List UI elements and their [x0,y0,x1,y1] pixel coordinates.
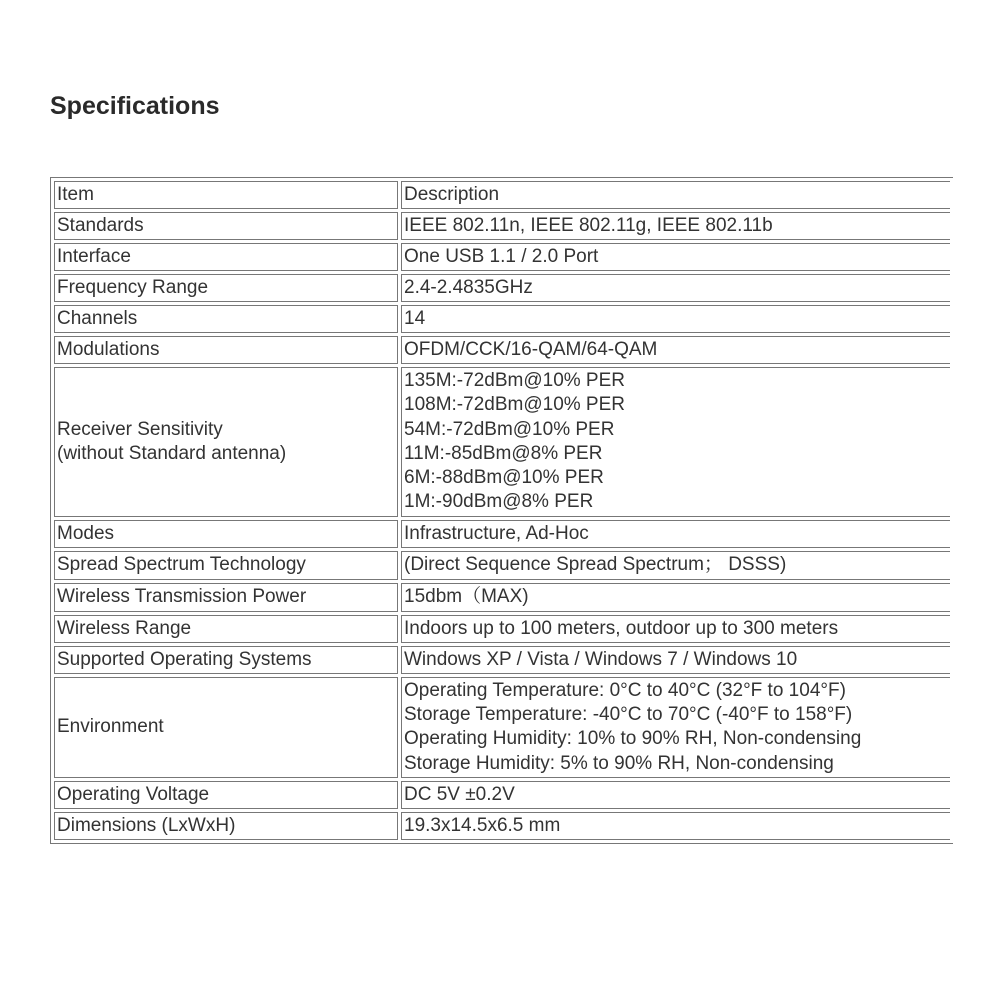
description-cell: (Direct Sequence Spread Spectrum； DSSS) [401,551,950,580]
description-cell: OFDM/CCK/16-QAM/64-QAM [401,336,950,364]
item-cell: Interface [54,243,398,271]
description-cell: 19.3x14.5x6.5 mm [401,812,950,840]
description-cell: Windows XP / Vista / Windows 7 / Windows 10 [401,646,950,674]
description-cell: DC 5V ±0.2V [401,781,950,809]
item-cell: Supported Operating Systems [54,646,398,674]
item-cell: Operating Voltage [54,781,398,809]
table-row [54,367,950,517]
item-cell: Standards [54,212,398,240]
table-row [54,336,950,364]
table-row [54,615,950,643]
table-row [54,274,950,302]
table-row [54,677,950,778]
description-line: 6M:-88dBm@10% PER [404,467,604,489]
table-row [54,212,950,240]
description-line: Operating Humidity: 10% to 90% RH, Non-condensing [404,728,862,750]
item-cell: Environment [54,677,398,778]
description-cell: 14 [401,305,950,333]
table-row [54,646,950,674]
item-cell: Modes [54,520,398,548]
table-row [54,781,950,809]
description-line: Storage Temperature: -40°C to 70°C (-40°F to 158°F) [404,704,853,726]
table-header-row [54,181,950,209]
item-cell: Dimensions (LxWxH) [54,812,398,840]
header-item-cell: Item [54,181,398,209]
item-cell [54,367,398,517]
description-line: 135M:-72dBm@10% PER [404,370,625,391]
item-cell: Channels [54,305,398,333]
item-cell: Frequency Range [54,274,398,302]
description-cell: One USB 1.1 / 2.0 Port [401,243,950,271]
page-title: Specifications [50,92,220,120]
description-line: 54M:-72dBm@10% PER [404,418,615,440]
description-cell: 15dbm（MAX) [401,583,950,612]
description-cell: 2.4-2.4835GHz [401,274,950,302]
description-cell: Infrastructure, Ad-Hoc [401,520,950,548]
item-cell: Spread Spectrum Technology [54,551,398,580]
item-cell: Modulations [54,336,398,364]
table-row [54,812,950,840]
table-row [54,583,950,612]
description-line: Operating Temperature: 0°C to 40°C (32°F to 104°F) [404,679,846,701]
description-cell: Indoors up to 100 meters, outdoor up to 300 meters [401,615,950,643]
description-line: 1M:-90dBm@8% PER [404,491,594,513]
item-line: Receiver Sensitivity [57,418,223,440]
description-cell [401,677,950,778]
description-line: Storage Humidity: 5% to 90% RH, Non-condensing [404,752,834,774]
table-row [54,305,950,333]
description-line: 108M:-72dBm@10% PER [404,394,625,416]
description-cell [401,367,950,517]
table-row [54,520,950,548]
item-line: (without Standard antenna) [57,442,287,464]
header-description-cell: Description [401,181,950,209]
table-row [54,551,950,580]
description-line: 11M:-85dBm@8% PER [404,442,603,464]
item-cell: Wireless Range [54,615,398,643]
specifications-table [50,177,953,844]
table-row [54,243,950,271]
item-cell: Wireless Transmission Power [54,583,398,612]
description-cell: IEEE 802.11n, IEEE 802.11g, IEEE 802.11b [401,212,950,240]
